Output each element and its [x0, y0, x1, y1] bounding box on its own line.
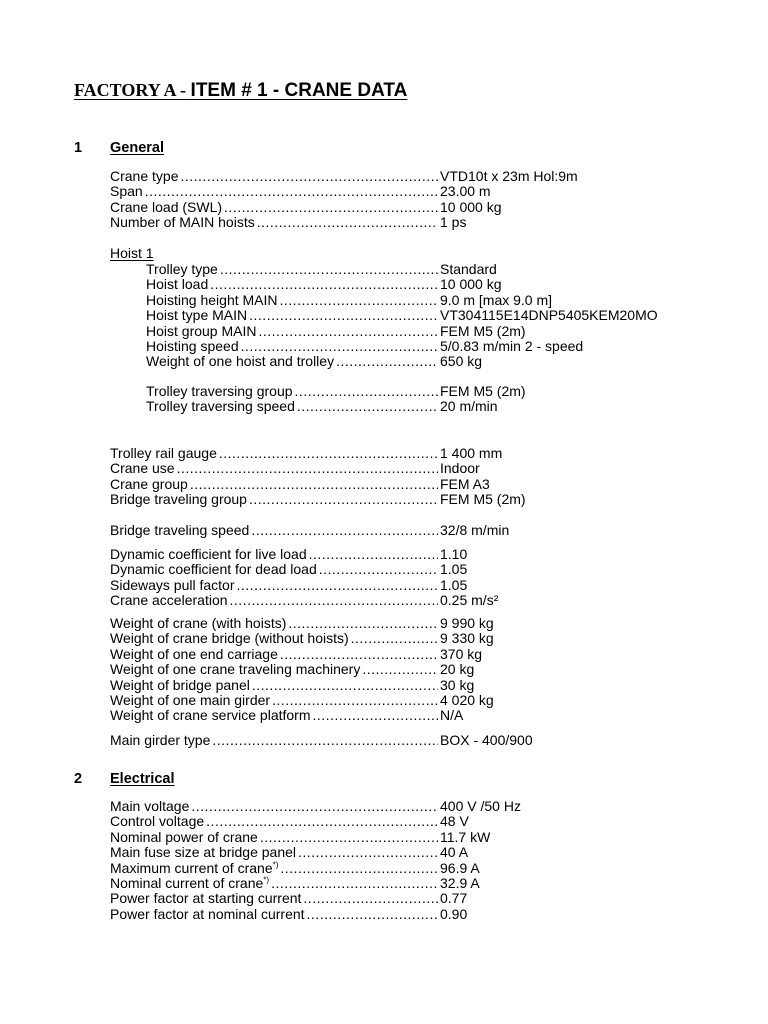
- spec-label: Nominal current of crane*): [110, 875, 270, 891]
- spec-row: [110, 183, 491, 199]
- spec-row: [110, 445, 502, 461]
- spec-row: [146, 292, 552, 308]
- spec-value: FEM M5 (2m): [440, 491, 526, 508]
- spec-label: Weight of crane bridge (without hoists): [110, 630, 349, 647]
- dot-leader: [295, 383, 438, 399]
- title-factory: FACTORY A -: [74, 80, 191, 100]
- dot-leader: [212, 732, 438, 748]
- spec-value: 1.05: [440, 561, 468, 578]
- spec-label: Main fuse size at bridge panel: [110, 844, 296, 861]
- dot-leader: [280, 292, 438, 308]
- spec-row: [110, 561, 467, 577]
- spec-row: [110, 890, 467, 906]
- spec-value: 370 kg: [440, 645, 483, 662]
- spec-value: 1 400 mm: [440, 445, 503, 461]
- footnote-marker: *): [263, 875, 270, 885]
- spec-label: Crane type: [110, 168, 179, 184]
- spec-value: 10 000 kg: [440, 276, 502, 293]
- dot-leader: [303, 890, 438, 906]
- spec-label: Trolley traversing speed: [146, 398, 295, 415]
- spec-row: [110, 732, 533, 748]
- dot-leader: [307, 906, 438, 922]
- spec-label: Control voltage: [110, 813, 205, 830]
- spec-value: 0.90: [440, 905, 468, 922]
- section-number-general: 1: [74, 140, 83, 156]
- spec-row: [110, 630, 494, 646]
- spec-row: [110, 906, 467, 922]
- dot-leader: [220, 261, 438, 277]
- dot-leader: [272, 692, 438, 708]
- spec-row: [110, 813, 469, 829]
- dot-leader: [249, 491, 438, 507]
- spec-label: Hoist load: [146, 276, 209, 293]
- spec-value: 48 V: [440, 813, 469, 830]
- spec-row: [146, 276, 502, 292]
- spec-row: [110, 661, 474, 677]
- spec-label: Crane use: [110, 460, 175, 477]
- spec-label: Trolley traversing group: [146, 383, 293, 399]
- dot-leader: [224, 199, 438, 215]
- spec-row: [110, 707, 463, 723]
- spec-value: 4 020 kg: [440, 692, 494, 708]
- spec-value: 10 000 kg: [440, 198, 502, 215]
- spec-row: [110, 860, 480, 876]
- spec-value: 0.77: [440, 890, 468, 907]
- spec-label: Weight of one crane traveling machinery: [110, 661, 361, 678]
- spec-row: [110, 829, 490, 845]
- spec-value: N/A: [440, 707, 464, 724]
- spec-value: 1 ps: [440, 214, 467, 231]
- footnote-marker: *): [272, 859, 279, 869]
- spec-label: Nominal power of crane: [110, 828, 258, 845]
- spec-row: [146, 323, 526, 339]
- spec-label: Power factor at nominal current: [110, 905, 305, 922]
- spec-row: [110, 692, 494, 708]
- spec-label: Crane load (SWL): [110, 198, 223, 215]
- spec-value: 9 990 kg: [440, 615, 494, 631]
- section-number-electrical: 2: [74, 771, 83, 787]
- spec-value: 96.9 A: [440, 859, 480, 876]
- spec-value: 30 kg: [440, 676, 475, 693]
- spec-value: BOX - 400/900: [440, 732, 533, 748]
- spec-row: [146, 261, 497, 277]
- spec-label: Crane acceleration: [110, 592, 228, 609]
- spec-label: Crane group: [110, 475, 188, 492]
- dot-leader: [313, 707, 439, 723]
- spec-label: Dynamic coefficient for dead load: [110, 561, 317, 578]
- spec-value: VTD10t x 23m Hol:9m: [440, 168, 578, 184]
- dot-leader: [180, 168, 438, 184]
- spec-value: 9.0 m [max 9.0 m]: [440, 291, 553, 308]
- hoist-heading: Hoist 1: [110, 245, 154, 261]
- dot-leader: [297, 398, 438, 414]
- spec-label: Weight of bridge panel: [110, 676, 250, 693]
- spec-row: [110, 844, 468, 860]
- spec-row: [110, 546, 467, 562]
- spec-label: Weight of crane service platform: [110, 707, 311, 724]
- spec-value: Indoor: [440, 460, 480, 477]
- spec-label: Weight of one end carriage: [110, 645, 278, 662]
- spec-label: Power factor at starting current: [110, 890, 302, 907]
- dot-leader: [249, 307, 438, 323]
- dot-leader: [252, 677, 438, 693]
- dot-leader: [280, 646, 438, 662]
- spec-value: 9 330 kg: [440, 630, 494, 647]
- dot-leader: [206, 813, 438, 829]
- dot-leader: [237, 577, 438, 593]
- spec-label: Sideways pull factor: [110, 576, 235, 593]
- spec-value: FEM M5 (2m): [440, 383, 526, 399]
- spec-row: [110, 199, 502, 215]
- spec-value: 400 V /50 Hz: [440, 798, 521, 814]
- spec-label: Hoisting speed: [146, 338, 239, 354]
- spec-label: Dynamic coefficient for live load: [110, 546, 307, 562]
- dot-leader: [251, 522, 438, 538]
- spec-value: 40 A: [440, 844, 469, 861]
- section-title-general: General: [110, 140, 164, 156]
- dot-leader: [177, 460, 438, 476]
- title-item: ITEM # 1: [190, 80, 268, 101]
- spec-row: [110, 491, 526, 507]
- spec-label: Hoist type MAIN: [146, 307, 248, 324]
- title-suffix: - CRANE DATA: [267, 80, 408, 101]
- spec-value: 32.9 A: [440, 875, 480, 891]
- spec-label: Weight of one hoist and trolley: [146, 353, 335, 370]
- spec-row: [110, 214, 466, 230]
- dot-leader: [309, 546, 438, 562]
- spec-label: Trolley type: [146, 261, 218, 277]
- spec-value: 1.05: [440, 576, 468, 593]
- spec-label: Weight of one main girder: [110, 692, 271, 708]
- spec-row: [146, 353, 482, 369]
- spec-value: 32/8 m/min: [440, 522, 510, 538]
- spec-row: [110, 592, 498, 608]
- spec-label: Trolley rail gauge: [110, 445, 217, 461]
- spec-value: FEM A3: [440, 475, 490, 492]
- dot-leader: [191, 798, 438, 814]
- spec-value: FEM M5 (2m): [440, 322, 526, 339]
- spec-row: [110, 476, 490, 492]
- spec-label: Main voltage: [110, 798, 190, 814]
- spec-value: 20 m/min: [440, 398, 498, 415]
- spec-row: [146, 307, 658, 323]
- spec-label: Weight of crane (with hoists): [110, 615, 287, 631]
- spec-label: Number of MAIN hoists: [110, 214, 255, 231]
- spec-row: [110, 798, 521, 814]
- spec-label: Main girder type: [110, 732, 211, 748]
- dot-leader: [241, 338, 438, 354]
- spec-row: [146, 398, 498, 414]
- dot-leader: [336, 353, 438, 369]
- spec-value: 11.7 kW: [440, 828, 491, 845]
- dot-leader: [258, 323, 438, 339]
- spec-label: Hoist group MAIN: [146, 322, 257, 339]
- spec-row: [110, 522, 509, 538]
- dot-leader: [362, 661, 438, 677]
- dot-leader: [257, 214, 438, 230]
- spec-label: Span: [110, 183, 143, 200]
- dot-leader: [298, 844, 438, 860]
- dot-leader: [210, 276, 438, 292]
- spec-value: 1.10: [440, 546, 468, 562]
- dot-leader: [271, 875, 438, 891]
- spec-label: Maximum current of crane*): [110, 859, 279, 876]
- spec-label: Hoisting height MAIN: [146, 291, 278, 308]
- spec-row: [110, 168, 578, 184]
- dot-leader: [145, 183, 438, 199]
- spec-row: [146, 383, 526, 399]
- spec-value: 23.00 m: [440, 183, 491, 200]
- spec-row: [110, 677, 474, 693]
- spec-row: [110, 646, 482, 662]
- spec-row: [110, 615, 494, 631]
- dot-leader: [280, 860, 438, 876]
- document-title: [74, 80, 407, 102]
- dot-leader: [230, 592, 438, 608]
- dot-leader: [260, 829, 438, 845]
- dot-leader: [190, 476, 438, 492]
- dot-leader: [351, 630, 438, 646]
- dot-leader: [319, 561, 438, 577]
- spec-value: Standard: [440, 261, 497, 277]
- spec-row: [146, 338, 583, 354]
- spec-value: 650 kg: [440, 353, 483, 370]
- spec-label: Bridge traveling group: [110, 491, 247, 508]
- section-title-electrical: Electrical: [110, 771, 175, 787]
- spec-row: [110, 875, 480, 891]
- spec-value: 5/0.83 m/min 2 - speed: [440, 338, 584, 354]
- spec-label: Bridge traveling speed: [110, 522, 250, 538]
- spec-row: [110, 577, 467, 593]
- dot-leader: [288, 615, 438, 631]
- dot-leader: [219, 445, 438, 461]
- spec-value: 20 kg: [440, 661, 475, 678]
- spec-row: [110, 460, 480, 476]
- spec-value: 0.25 m/s²: [440, 592, 499, 609]
- spec-value: VT304115E14DNP5405KEM20MO: [440, 307, 658, 324]
